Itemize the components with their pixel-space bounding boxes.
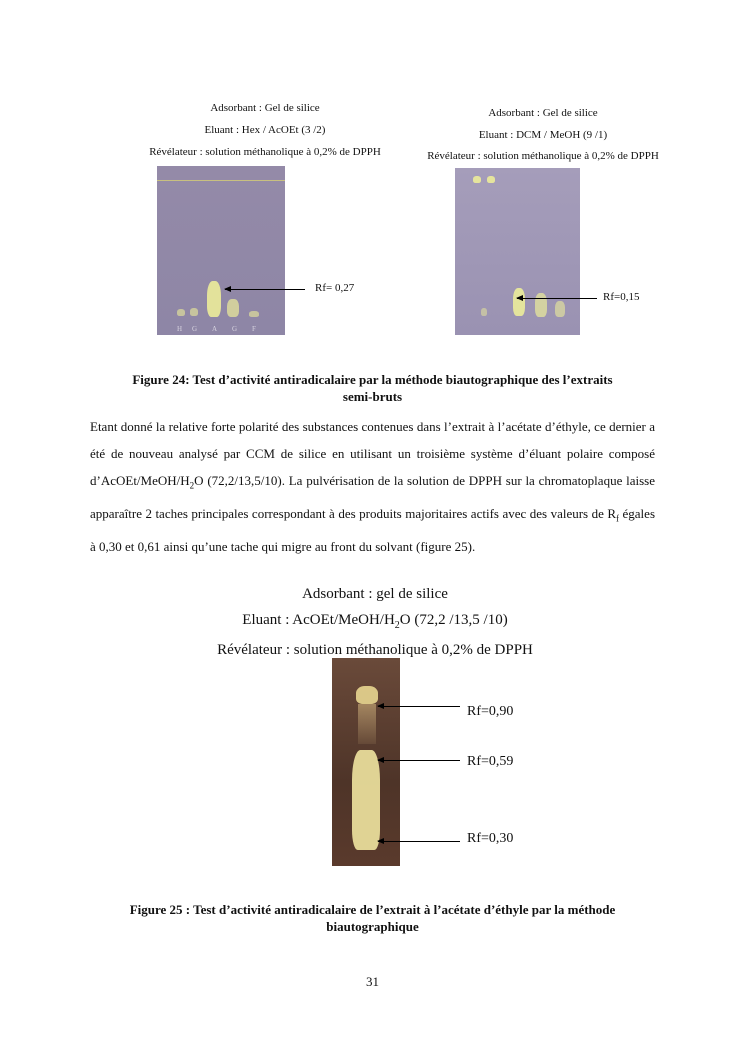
arrow-icon xyxy=(378,706,460,707)
rf-label: Rf=0,15 xyxy=(603,291,640,303)
lane-label: H xyxy=(177,325,183,333)
rf-label: Rf=0,59 xyxy=(463,752,517,772)
body-paragraph xyxy=(90,413,655,560)
fig25-conditions xyxy=(175,582,575,664)
figure-25-caption xyxy=(80,901,665,935)
revelateur-label: Révélateur : solution méthanolique à 0,2% de DPPH xyxy=(217,642,533,658)
lane-label: F xyxy=(252,325,256,333)
arrow-icon xyxy=(517,298,597,299)
subscript: 2 xyxy=(394,619,400,631)
adsorbant-label: Adsorbant : gel de silice xyxy=(302,586,448,602)
text: O (72,2 /13,5 /10) xyxy=(399,611,508,628)
tlc-plate-dcm-meoh xyxy=(455,168,580,335)
arrow-icon xyxy=(378,760,460,761)
lane-label: A xyxy=(212,325,218,333)
figure-24-caption xyxy=(80,371,665,405)
caption-line: Figure 24: Test d’activité antiradicalaire par la méthode biautographique des l’extraits xyxy=(132,372,613,387)
tlc-plate-acoet-meoh-h2o xyxy=(332,658,400,866)
caption-line: biautographique xyxy=(326,919,419,934)
page-number: 31 xyxy=(366,974,379,989)
eluant-label: Eluant : DCM / MeOH (9 /1) xyxy=(478,128,608,141)
arrow-icon xyxy=(378,841,460,842)
adsorbant-label: Adsorbant : Gel de silice xyxy=(488,107,598,119)
eluant-label: Eluant : Hex / AcOEt (3 /2) xyxy=(204,124,326,136)
text: O (72,2/13,5/10). La pulvérisation de la solution de DPPH sur la chromatoplaque laisse apparaître 2 taches principales correspondant à des produits majoritaires actifs avec des valeurs de R xyxy=(90,473,655,522)
text: égales à 0,30 et 0,61 ainsi qu’une tache qui migre au front du solvant (figure 25). xyxy=(90,506,656,554)
revelateur-label: Révélateur : solution méthanolique à 0,2% de DPPH xyxy=(149,146,381,158)
fig24-left-conditions xyxy=(115,97,415,163)
caption-line: semi-bruts xyxy=(342,389,403,404)
tlc-plate-hex-acoet xyxy=(157,166,285,335)
subscript: f xyxy=(616,513,620,524)
revelateur-label: Révélateur : solution méthanolique à 0,2% de DPPH xyxy=(427,150,659,162)
caption-line: Figure 25 : Test d’activité antiradicalaire de l’extrait à l’acétate d’éthyle par la méthode xyxy=(129,902,616,917)
adsorbant-label: Adsorbant : Gel de silice xyxy=(210,102,320,114)
fig24-right-conditions xyxy=(393,103,693,168)
rf-label: Rf= 0,27 xyxy=(315,282,355,294)
text: Eluant : AcOEt/MeOH/H xyxy=(242,611,395,628)
subscript: 2 xyxy=(189,481,195,491)
arrow-icon xyxy=(225,289,305,290)
rf-label: Rf=0,90 xyxy=(463,702,517,722)
text: Etant donné la relative forte polarité des substances contenues dans l’extrait à l’acétate d’éthyle, ce dernier a été de nouveau analysé par CCM de silice en utilisant un troisième système d’éluant polaire composé d’AcOEt/MeOH/H xyxy=(90,419,655,489)
lane-label: G xyxy=(192,325,198,333)
rf-label: Rf=0,30 xyxy=(463,829,517,849)
eluant-label xyxy=(175,608,575,639)
lane-label: G xyxy=(232,325,238,333)
